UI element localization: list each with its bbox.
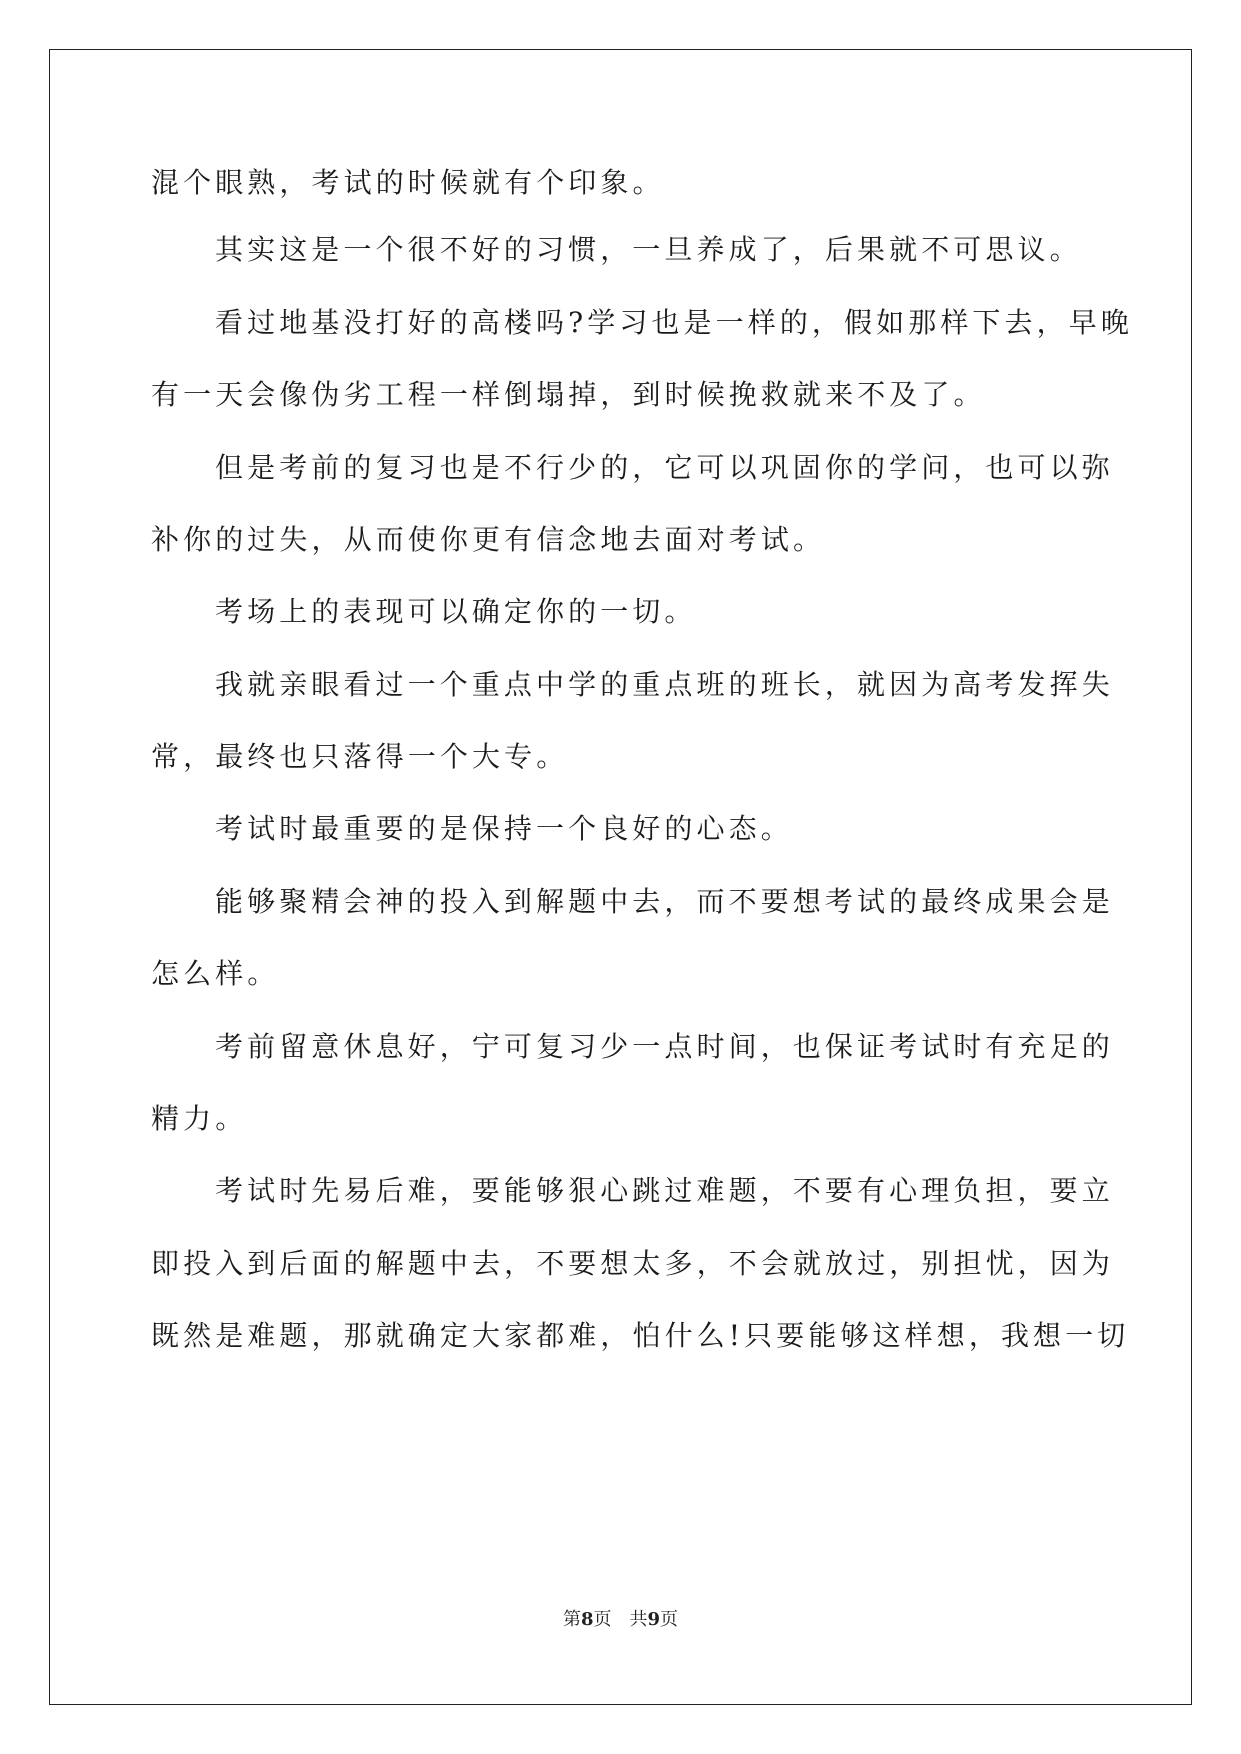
text-line: 常，最终也只落得一个大专。 xyxy=(151,740,569,773)
text-line: 精力。 xyxy=(151,1102,248,1135)
paragraph-line: 考试时最重要的是保持一个良好的心态。 xyxy=(215,812,793,845)
paragraph-line: 考前留意休息好，宁可复习少一点时间，也保证考试时有充足的 xyxy=(215,1030,1114,1063)
page-total: 9 xyxy=(647,1609,661,1630)
footer-suffix: 页 xyxy=(660,1609,679,1630)
paragraph-line: 考场上的表现可以确定你的一切。 xyxy=(215,595,697,628)
paragraph-line: 看过地基没打好的高楼吗?学习也是一样的，假如那样下去，早晚 xyxy=(215,306,1133,339)
text-line: 即投入到后面的解题中去，不要想太多，不会就放过，别担忧，因为 xyxy=(151,1247,1115,1280)
paragraph-line: 但是考前的复习也是不行少的，它可以巩固你的学问，也可以弥 xyxy=(215,451,1114,484)
text-line: 补你的过失，从而使你更有信念地去面对考试。 xyxy=(151,523,826,556)
text-line: 有一天会像伪劣工程一样倒塌掉，到时候挽救就来不及了。 xyxy=(151,378,986,411)
paragraph-line: 能够聚精会神的投入到解题中去，而不要想考试的最终成果会是 xyxy=(215,885,1114,918)
page-footer xyxy=(0,1608,1241,1632)
paragraph-line: 其实这是一个很不好的习惯，一旦养成了，后果就不可思议。 xyxy=(215,233,1082,266)
page-number: 8 xyxy=(580,1609,594,1630)
text-line: 既然是难题，那就确定大家都难，怕什么!只要能够这样想，我想一切 xyxy=(151,1319,1130,1352)
paragraph-line: 我就亲眼看过一个重点中学的重点班的班长，就因为高考发挥失 xyxy=(215,668,1114,701)
text-line: 怎么样。 xyxy=(151,957,280,990)
footer-prefix: 第 xyxy=(562,1609,581,1630)
footer-mid: 页 共 xyxy=(593,1609,648,1630)
page-border xyxy=(49,49,1192,1705)
text-line: 混个眼熟，考试的时候就有个印象。 xyxy=(151,166,665,199)
paragraph-line: 考试时先易后难，要能够狠心跳过难题，不要有心理负担，要立 xyxy=(215,1174,1114,1207)
